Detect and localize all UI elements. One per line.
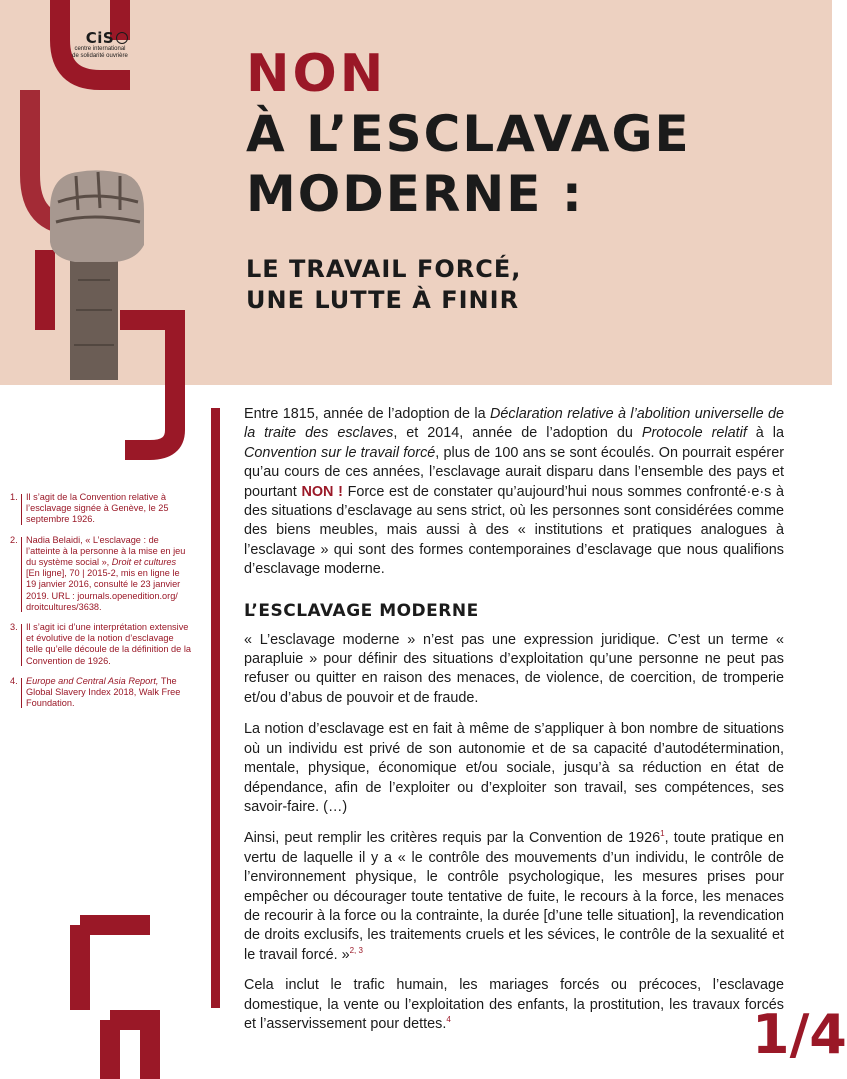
subtitle-line-1: LE TRAVAIL FORCÉ, <box>246 255 522 283</box>
footnote-text: Il s’agit ici d’une interprétation extensive et évolutive de la notion d’esclavage telle qu’elle découle de la définition de la Convention de 1926. <box>26 622 191 666</box>
footnote-text-end: [En ligne], 70 | 2015-2, mis en ligne le 19 janvier 2016, consulté le 23 janvier 2019. URL : journals.openedition.org/ droitcultures/3638. <box>26 568 181 612</box>
footnote <box>10 535 192 613</box>
protocol-title: Protocole relatif <box>641 425 747 442</box>
page-title <box>246 104 691 224</box>
footnotes <box>10 492 192 718</box>
page-number: 1/4 <box>752 1003 847 1066</box>
ciso-logo <box>70 30 130 70</box>
footnote-divider <box>21 624 22 666</box>
intro-text: à la <box>746 425 784 442</box>
intro-text: Force est de constater qu’aujourd’hui nous sommes confronté·e·s à des situations d’esclavage au sens strict, où les personnes sont considérées comme des biens meubles, mais aussi à des « institutions et pratiques analogues à l’esclavage » qui sont des formes contemporaines d’esclavage que nous qualifions d’esclavage moderne. <box>244 483 784 578</box>
footnote-text: Nadia Belaidi, « L’esclavage : de l’atteinte à la personne à la mise en jeu du système social », <box>26 534 186 568</box>
logo-tagline-1: centre international <box>74 46 126 52</box>
footnote-text-end: The Global Slavery Index 2018, Walk Free Foundation. <box>26 675 181 709</box>
convention-title: Convention sur le travail forcé <box>244 444 436 461</box>
footnote-number: 3. <box>10 622 18 633</box>
margin-rule <box>211 408 220 1008</box>
footnote-journal: Droit et cultures <box>111 557 177 568</box>
footnote-number: 1. <box>10 492 18 502</box>
logo-name: CiS <box>85 29 115 47</box>
page-subtitle <box>246 254 521 316</box>
logo-tagline-2: de solidarité ouvrière <box>72 53 128 59</box>
section-heading: L’ESCLAVAGE MODERNE <box>244 600 479 621</box>
footnote <box>10 676 192 710</box>
subtitle-line-2: UNE LUTTE À FINIR <box>246 286 520 314</box>
footnote-number: 2. <box>10 534 18 545</box>
footnote-divider <box>21 537 22 612</box>
declaration-title: Déclaration relative à l’abolition universelle de la traite des esclaves <box>244 406 784 442</box>
highlight-non: NON ! <box>301 483 343 500</box>
globe-icon <box>116 32 128 44</box>
footnote <box>10 492 192 526</box>
title-non: NON <box>246 44 387 104</box>
footnote-number: 4. <box>10 675 18 686</box>
intro-paragraph <box>244 405 784 580</box>
closing-paragraph <box>244 976 784 1034</box>
footnote-divider <box>21 494 22 525</box>
footnote-ref: 4 <box>446 1015 451 1025</box>
footnote-report-title: Europe and Central Asia Report, <box>26 675 159 686</box>
quote-paragraph <box>244 829 784 965</box>
footnote-ref: 1 <box>660 829 665 839</box>
intro-text: Entre 1815, année de l’adoption de la <box>244 406 491 422</box>
footnote-ref: 2, 3 <box>349 945 363 955</box>
definition-paragraph: « L’esclavage moderne » n’est pas une expression juridique. C’est un terme « parapluie » pour définir des situations d’exploitation qu’une personne ne peut pas refuser ou quitter en raison des menaces, de violence, de coercition, de tromperie et/ou d’abus de pouvoir et de fraude. <box>244 631 784 706</box>
raised-fist-illustration <box>40 150 150 380</box>
intro-text: , plus de 100 ans se sont écoulés. On pourrait espérer qu’au cours de ces années, l’esclavage aurait disparu dans l’ensemble des pays et pourtant <box>244 444 784 500</box>
footnote-text: Il s’agit de la Convention relative à l’esclavage signée à Genève, le 25 septembre 1926. <box>26 492 169 525</box>
quote-text: Ainsi, peut remplir les critères requis par la Convention de 1926 <box>244 830 661 847</box>
footnote <box>10 622 192 667</box>
title-line-1: À L’ESCLAVAGE <box>246 105 691 163</box>
main-article <box>244 405 784 1034</box>
quote-text: , toute pratique en vertu de laquelle il y a « le contrôle des mouvements d’un individu, le contrôle de l’environnement physique, le contrôle psychologique, les mesures prises pour empêcher ou décourager toute tentative de fuite, le recours à la force, les menaces de recourir à la force ou la contrainte, la durée [d’une telle situation], la revendication de droits exclusifs, les traitements cruels et les sévices, le contrôle de la sexualité et le travail forcé. » <box>244 830 784 963</box>
closing-text: Cela inclut le trafic humain, les mariages forcés ou précoces, l’esclavage domestique, la vente ou l’exploitation des enfants, la prostitution, les travaux forcés et l’asservissement pour dettes. <box>244 977 784 1032</box>
title-line-2: MODERNE : <box>246 165 584 223</box>
intro-text: , et 2014, année de l’adoption du <box>393 425 642 442</box>
footnote-divider <box>21 678 22 709</box>
quote-paragraph: La notion d’esclavage est en fait à même de s’appliquer à bon nombre de situations où un individu est privé de son autonomie et de sa capacité d’autodétermination, mentale, physique, économique et/ou sociale, jusqu’à sa réduction en état de dépendance, afin de l’exploiter ou d’exploiter son travail, ses compétences, ses savoir-faire. (…) <box>244 721 784 815</box>
